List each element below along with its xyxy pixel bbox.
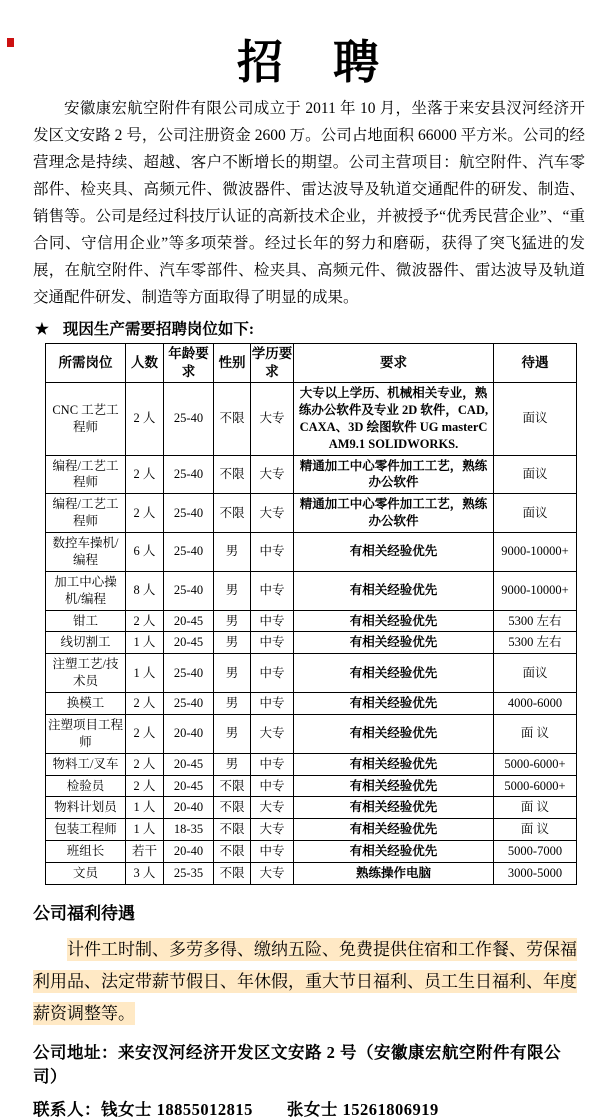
table-cell: 20-40 <box>164 841 214 863</box>
table-cell: 精通加工中心零件加工工艺，熟练办公软件 <box>294 494 494 533</box>
table-cell: 编程/工艺工程师 <box>46 455 126 494</box>
benefits-heading: 公司福利待遇 <box>33 903 135 923</box>
table-cell: 加工中心操机/编程 <box>46 571 126 610</box>
table-cell: 1 人 <box>126 632 164 654</box>
table-cell: 中专 <box>251 654 294 693</box>
table-cell: 大专以上学历、机械相关专业，熟练办公软件及专业 2D 软件，CAD,CAXA、3D 绘图软件 UG masterCAM9.1 SOLIDWORKS. <box>294 383 494 456</box>
table-row <box>46 797 577 819</box>
table-row <box>46 654 577 693</box>
table-cell: 大专 <box>251 819 294 841</box>
table-cell: 男 <box>214 610 251 632</box>
table-row <box>46 775 577 797</box>
table-row <box>46 632 577 654</box>
table-cell: 2 人 <box>126 494 164 533</box>
table-cell: 文员 <box>46 863 126 885</box>
table-row <box>46 693 577 715</box>
table-row <box>46 610 577 632</box>
table-header-cell: 性别 <box>214 343 251 382</box>
table-row <box>46 533 577 572</box>
table-cell: 不限 <box>214 455 251 494</box>
table-cell: 6 人 <box>126 533 164 572</box>
table-cell: 中专 <box>251 775 294 797</box>
table-cell: 有相关经验优先 <box>294 819 494 841</box>
table-cell: 面议 <box>494 494 577 533</box>
table-cell: 有相关经验优先 <box>294 571 494 610</box>
table-row <box>46 819 577 841</box>
table-cell: 熟练操作电脑 <box>294 863 494 885</box>
table-cell: 中专 <box>251 693 294 715</box>
table-row <box>46 753 577 775</box>
table-cell: 大专 <box>251 455 294 494</box>
table-header-cell: 待遇 <box>494 343 577 382</box>
table-cell: 男 <box>214 714 251 753</box>
table-cell: 包装工程师 <box>46 819 126 841</box>
table-header-row <box>46 343 577 382</box>
table-cell: 25-40 <box>164 654 214 693</box>
table-cell: 9000-10000+ <box>494 571 577 610</box>
table-cell: 有相关经验优先 <box>294 610 494 632</box>
table-cell: 2 人 <box>126 775 164 797</box>
positions-intro-line <box>35 317 585 339</box>
company-intro-paragraph: 安徽康宏航空附件有限公司成立于 2011 年 10 月，坐落于来安县汊河经济开发区文安路 2 号，公司注册资金 2600 万。公司占地面积 66000 平方米。公司的经营理念是持续、超越、客户不断增长的期望。公司主营项目：航空附件、汽车零部件、检夹具、高频元件、微波器件、雷达波导及轨道交通配件的研发、制造、销售等。公司是经过科技厅认证的高新技术企业，并被授予“优秀民营企业”、“重合同、守信用企业”等多项荣誉。经过长年的努力和磨砺，获得了突飞猛进的发展，在航空附件、汽车零部件、检夹具、高频元件、微波器件、雷达波导及轨道交通配件研发、制造等方面取得了明显的成果。 <box>33 99 585 306</box>
table-cell: 不限 <box>214 494 251 533</box>
contact-label: 联系人： <box>33 1099 101 1119</box>
table-cell: 20-40 <box>164 714 214 753</box>
table-cell: CNC 工艺工程师 <box>46 383 126 456</box>
table-cell: 编程/工艺工程师 <box>46 494 126 533</box>
table-cell: 有相关经验优先 <box>294 533 494 572</box>
job-positions-table <box>45 343 577 885</box>
table-cell: 有相关经验优先 <box>294 714 494 753</box>
table-cell: 大专 <box>251 714 294 753</box>
table-cell: 注塑项目工程师 <box>46 714 126 753</box>
table-cell: 不限 <box>214 819 251 841</box>
table-cell: 有相关经验优先 <box>294 797 494 819</box>
table-cell: 5000-7000 <box>494 841 577 863</box>
table-cell: 男 <box>214 753 251 775</box>
table-cell: 面议 <box>494 383 577 456</box>
table-cell: 面 议 <box>494 714 577 753</box>
table-cell: 若干 <box>126 841 164 863</box>
table-cell: 大专 <box>251 494 294 533</box>
table-cell: 2 人 <box>126 753 164 775</box>
table-cell: 1 人 <box>126 819 164 841</box>
table-cell: 大专 <box>251 797 294 819</box>
contact-line <box>33 1096 585 1120</box>
table-cell: 男 <box>214 693 251 715</box>
table-cell: 不限 <box>214 797 251 819</box>
table-cell: 2 人 <box>126 455 164 494</box>
table-cell: 有相关经验优先 <box>294 654 494 693</box>
table-cell: 9000-10000+ <box>494 533 577 572</box>
table-row <box>46 383 577 456</box>
table-row <box>46 571 577 610</box>
table-cell: 5000-6000+ <box>494 775 577 797</box>
table-header-cell: 年龄要求 <box>164 343 214 382</box>
table-cell: 有相关经验优先 <box>294 632 494 654</box>
table-cell: 男 <box>214 571 251 610</box>
table-cell: 物料工/叉车 <box>46 753 126 775</box>
table-header <box>46 343 577 382</box>
table-cell: 精通加工中心零件加工工艺，熟练办公软件 <box>294 455 494 494</box>
benefits-paragraph <box>33 934 583 1030</box>
table-cell: 钳工 <box>46 610 126 632</box>
table-cell: 有相关经验优先 <box>294 693 494 715</box>
table-header-cell: 人数 <box>126 343 164 382</box>
table-cell: 4000-6000 <box>494 693 577 715</box>
table-cell: 换模工 <box>46 693 126 715</box>
table-cell: 2 人 <box>126 714 164 753</box>
table-body <box>46 383 577 885</box>
table-cell: 中专 <box>251 533 294 572</box>
table-cell: 1 人 <box>126 797 164 819</box>
table-cell: 面 议 <box>494 797 577 819</box>
table-cell: 中专 <box>251 632 294 654</box>
table-cell: 3 人 <box>126 863 164 885</box>
table-cell: 25-40 <box>164 533 214 572</box>
table-cell: 面 议 <box>494 819 577 841</box>
positions-intro-text: 现因生产需要招聘岗位如下: <box>62 320 255 338</box>
table-cell: 不限 <box>214 863 251 885</box>
table-cell: 线切割工 <box>46 632 126 654</box>
table-cell: 不限 <box>214 775 251 797</box>
table-cell: 中专 <box>251 610 294 632</box>
table-cell: 2 人 <box>126 693 164 715</box>
table-cell: 25-40 <box>164 383 214 456</box>
table-cell: 5300 左右 <box>494 632 577 654</box>
benefits-highlighted-text: 计件工时制、多劳多得、缴纳五险、免费提供住宿和工作餐、劳保福利用品、法定带薪节假日、年休假，重大节日福利、员工生日福利、年度薪资调整等。 <box>33 939 577 1023</box>
table-cell: 班组长 <box>46 841 126 863</box>
table-cell: 中专 <box>251 841 294 863</box>
table-cell: 18-35 <box>164 819 214 841</box>
table-cell: 2 人 <box>126 610 164 632</box>
table-cell: 不限 <box>214 841 251 863</box>
table-row <box>46 455 577 494</box>
table-cell: 8 人 <box>126 571 164 610</box>
table-cell: 中专 <box>251 571 294 610</box>
table-cell: 20-45 <box>164 753 214 775</box>
table-cell: 男 <box>214 533 251 572</box>
document-title: 招 聘 <box>237 37 381 88</box>
contact-person-2: 张女士 15261806919 <box>286 1099 439 1119</box>
table-cell: 男 <box>214 654 251 693</box>
table-cell: 20-45 <box>164 775 214 797</box>
table-cell: 面议 <box>494 654 577 693</box>
table-cell: 数控车操机/编程 <box>46 533 126 572</box>
table-cell: 注塑工艺/技术员 <box>46 654 126 693</box>
table-cell: 20-40 <box>164 797 214 819</box>
table-header-cell: 学历要求 <box>251 343 294 382</box>
table-row <box>46 841 577 863</box>
table-cell: 25-35 <box>164 863 214 885</box>
table-row <box>46 863 577 885</box>
table-cell: 5000-6000+ <box>494 753 577 775</box>
table-cell: 有相关经验优先 <box>294 841 494 863</box>
table-cell: 男 <box>214 632 251 654</box>
table-cell: 不限 <box>214 383 251 456</box>
table-cell: 2 人 <box>126 383 164 456</box>
table-cell: 3000-5000 <box>494 863 577 885</box>
table-cell: 检验员 <box>46 775 126 797</box>
table-cell: 有相关经验优先 <box>294 775 494 797</box>
table-cell: 中专 <box>251 753 294 775</box>
table-cell: 25-40 <box>164 455 214 494</box>
star-icon: ★ <box>35 320 49 338</box>
table-header-cell: 要求 <box>294 343 494 382</box>
table-cell: 25-40 <box>164 693 214 715</box>
table-cell: 5300 左右 <box>494 610 577 632</box>
table-cell: 物料计划员 <box>46 797 126 819</box>
table-cell: 20-45 <box>164 610 214 632</box>
table-cell: 25-40 <box>164 494 214 533</box>
table-row <box>46 714 577 753</box>
table-header-cell: 所需岗位 <box>46 343 126 382</box>
table-cell: 20-45 <box>164 632 214 654</box>
table-cell: 25-40 <box>164 571 214 610</box>
table-cell: 有相关经验优先 <box>294 753 494 775</box>
table-cell: 大专 <box>251 863 294 885</box>
company-address-line: 公司地址：来安汊河经济开发区文安路 2 号（安徽康宏航空附件有限公司） <box>33 1042 561 1086</box>
table-cell: 1 人 <box>126 654 164 693</box>
contact-person-1: 钱女士 18855012815 <box>101 1099 253 1119</box>
table-cell: 面议 <box>494 455 577 494</box>
table-cell: 大专 <box>251 383 294 456</box>
red-marker-icon <box>7 38 14 47</box>
table-row <box>46 494 577 533</box>
